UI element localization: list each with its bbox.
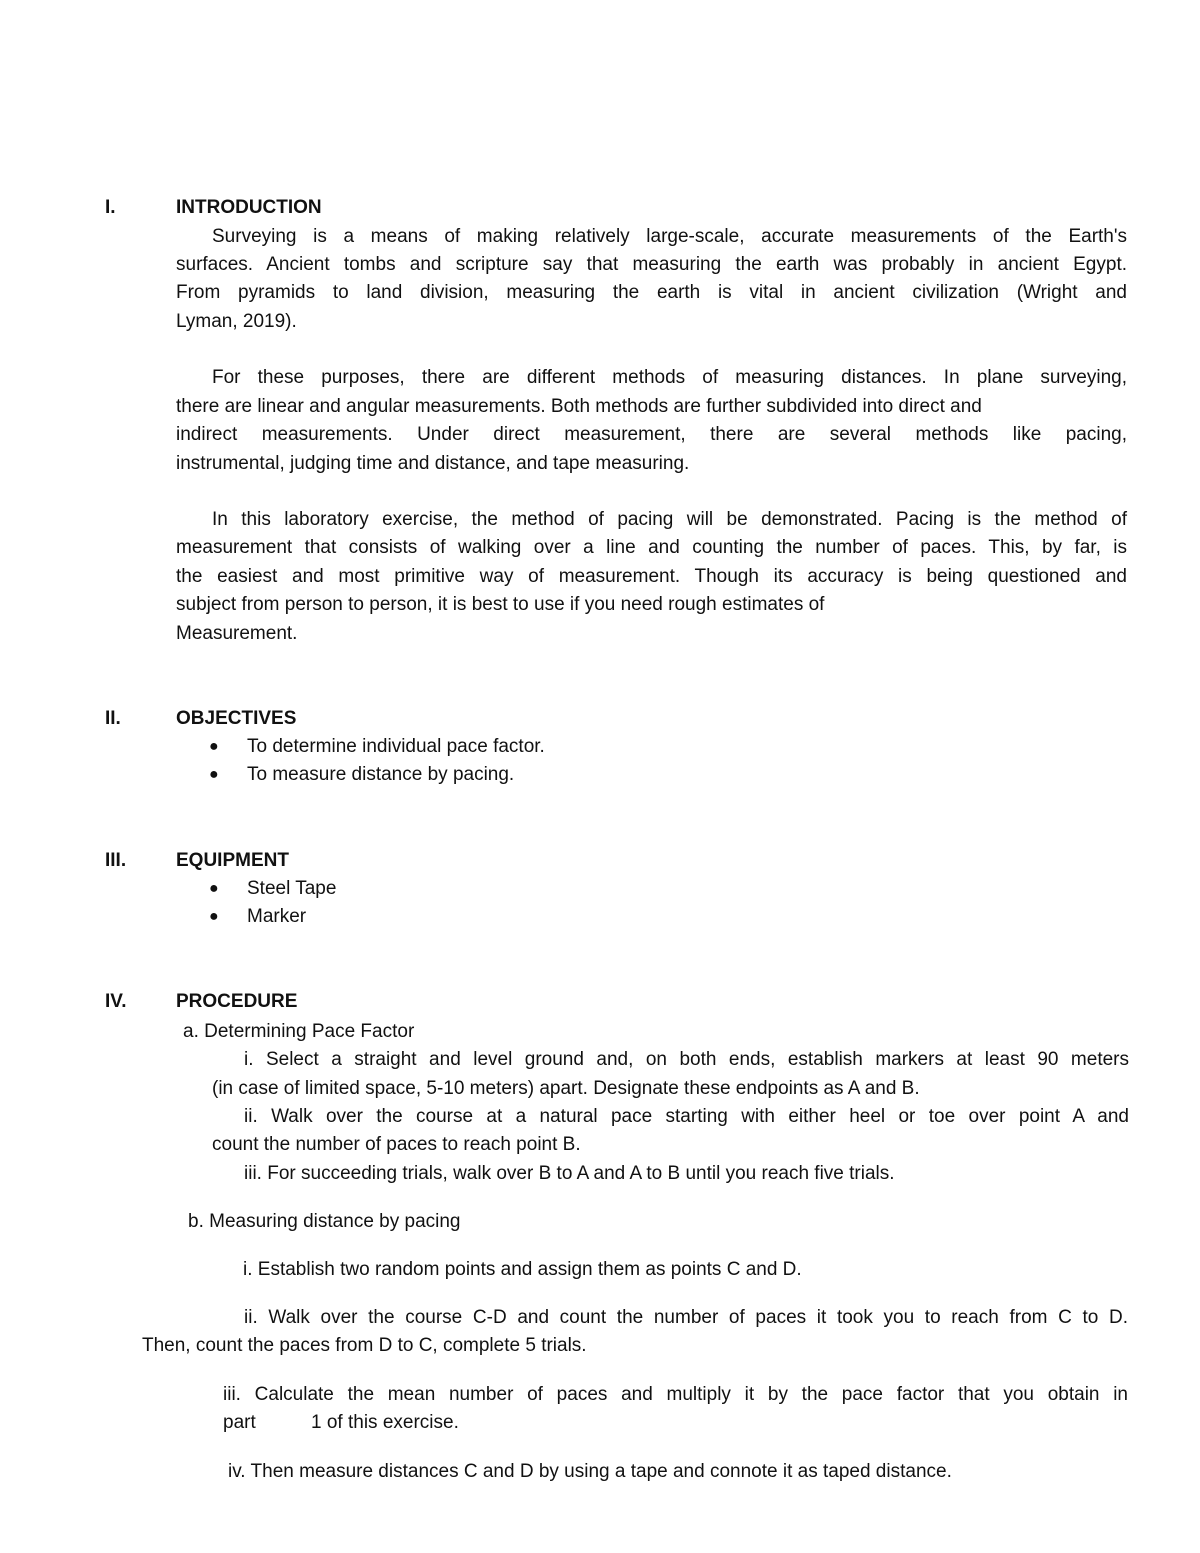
procedure-a-iii-line1: iii. For succeeding trials, walk over B to A and A to B until you reach five trials. (244, 1163, 895, 1184)
procedure-b-ii-line1: ii. Walk over the course C-D and count the number of paces it took you to reach from C to D. (244, 1307, 1128, 1328)
procedure-a-label: a. Determining Pace Factor (183, 1021, 415, 1042)
intro-p3-line1: In this laboratory exercise, the method of pacing will be demonstrated. Pacing is the method of (212, 509, 1127, 530)
procedure-b-i-line1: i. Establish two random points and assign them as points C and D. (243, 1259, 802, 1280)
intro-p2-line2: there are linear and angular measurements. Both methods are further subdivided into direct and (176, 396, 982, 417)
intro-p2-line1: For these purposes, there are different methods of measuring distances. In plane surveying, (212, 367, 1127, 388)
intro-p1-line3: From pyramids to land division, measuring the earth is vital in ancient civilization (Wright and (176, 282, 1127, 303)
intro-p2-line4: instrumental, judging time and distance, and tape measuring. (176, 453, 690, 474)
intro-p1-line2: surfaces. Ancient tombs and scripture say that measuring the earth was probably in ancient Egypt. (176, 254, 1127, 275)
procedure-b-iv-line1: iv. Then measure distances C and D by using a tape and connote it as taped distance. (228, 1461, 952, 1482)
section-number-equipment: III. (105, 850, 127, 871)
section-heading-objectives: OBJECTIVES (176, 708, 297, 729)
procedure-b-ii-line2: Then, count the paces from D to C, complete 5 trials. (142, 1335, 587, 1356)
objective-item-1: To determine individual pace factor. (247, 736, 545, 757)
equipment-item-2: Marker (247, 906, 307, 927)
intro-p1-line4: Lyman, 2019). (176, 311, 297, 332)
section-number-objectives: II. (105, 708, 121, 729)
section-heading-equipment: EQUIPMENT (176, 850, 289, 871)
section-number-introduction: I. (105, 197, 116, 218)
intro-p2-line3: indirect measurements. Under direct measurement, there are several methods like pacing, (176, 424, 1127, 445)
intro-p3-line4: subject from person to person, it is best to use if you need rough estimates of (176, 594, 825, 615)
intro-p1-line1: Surveying is a means of making relatively large-scale, accurate measurements of the Earth's (212, 226, 1127, 247)
procedure-b-iii-line2-rest: 1 of this exercise. (311, 1412, 459, 1433)
equipment-item-1: Steel Tape (247, 878, 337, 899)
procedure-a-i-line1: i. Select a straight and level ground and, on both ends, establish markers at least 90 meters (244, 1049, 1129, 1070)
procedure-a-i-line2: (in case of limited space, 5-10 meters) apart. Designate these endpoints as A and B. (212, 1078, 920, 1099)
section-heading-introduction: INTRODUCTION (176, 197, 322, 218)
procedure-a-ii-line1: ii. Walk over the course at a natural pace starting with either heel or toe over point A and (244, 1106, 1129, 1127)
section-number-procedure: IV. (105, 991, 127, 1012)
intro-p3-line2: measurement that consists of walking over a line and counting the number of paces. This, by far, is (176, 537, 1127, 558)
procedure-b-iii-line1: iii. Calculate the mean number of paces and multiply it by the pace factor that you obtain in (223, 1384, 1128, 1405)
procedure-a-ii-line2: count the number of paces to reach point B. (212, 1134, 581, 1155)
bullet-icon: ● (209, 766, 219, 783)
section-heading-procedure: PROCEDURE (176, 991, 298, 1012)
bullet-icon: ● (209, 880, 219, 897)
procedure-b-label: b. Measuring distance by pacing (188, 1211, 461, 1232)
bullet-icon: ● (209, 908, 219, 925)
bullet-icon: ● (209, 738, 219, 755)
objective-item-2: To measure distance by pacing. (247, 764, 515, 785)
intro-p3-line3: the easiest and most primitive way of measurement. Though its accuracy is being questioned and (176, 566, 1127, 587)
procedure-b-iii-line2-part: part (223, 1412, 256, 1433)
intro-p3-line5: Measurement. (176, 623, 298, 644)
